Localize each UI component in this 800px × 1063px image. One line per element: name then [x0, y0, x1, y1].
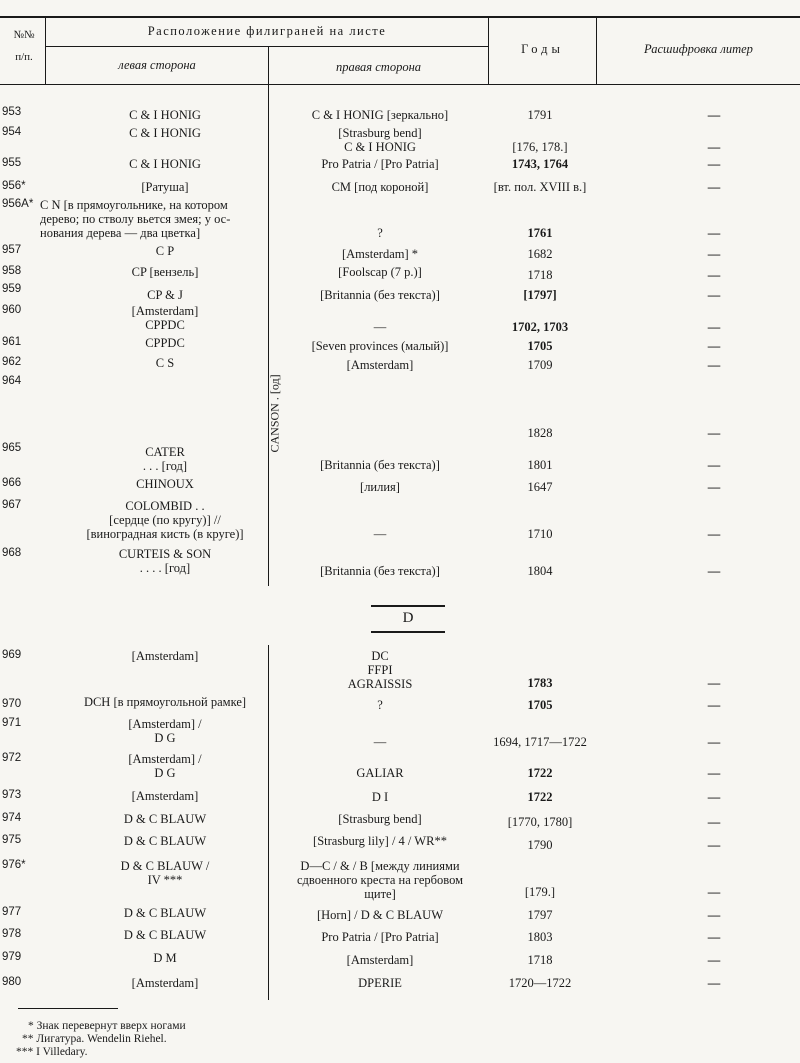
- decoding-dash: —: [707, 908, 721, 922]
- left-side-cell: C & I HONIG: [129, 157, 201, 171]
- footnote-2: ** Лигатура. Wendelin Riehel.: [22, 1033, 167, 1045]
- decoding-dash: —: [707, 676, 721, 690]
- left-side-cell: C S: [155, 356, 175, 370]
- year-cell: [вт. пол. XVIII в.]: [493, 180, 587, 194]
- right-side-cell: [Foolscap (7 р.)]: [338, 265, 422, 279]
- right-side-cell: D I: [371, 790, 389, 804]
- row-number: 973: [2, 789, 22, 801]
- row-number: 968: [2, 547, 22, 559]
- decoding-dash: —: [707, 953, 721, 967]
- left-side-cell: C P: [155, 244, 175, 258]
- num-header: [6, 24, 42, 68]
- right-side-cell: [Seven provinces (малый)]: [311, 339, 449, 353]
- row-number: 956*: [2, 180, 26, 192]
- decoding-dash: —: [707, 247, 721, 261]
- section-d-rule-top: [371, 605, 445, 607]
- right-side-cell: ?: [377, 698, 383, 712]
- row-number: 961: [2, 336, 22, 348]
- decoding-dash: —: [707, 426, 721, 440]
- decoding-dash: —: [707, 790, 721, 804]
- right-side-cell: [Amsterdam] *: [341, 247, 419, 261]
- year-cell: 1710: [527, 527, 553, 541]
- year-cell: 1702, 1703: [511, 320, 569, 334]
- year-cell: 1791: [527, 108, 553, 122]
- left-side-cell: D M: [153, 951, 177, 965]
- year-cell: 1682: [527, 247, 553, 261]
- row-number: 960: [2, 304, 22, 316]
- header-bottom-rule: [0, 84, 800, 85]
- right-side-cell: [Britannia (без текста)]: [320, 564, 440, 578]
- left-side-cell: C N [в прямоугольнике, на котором дерево; по стволу вьется змея; у ос- нования дерева — два цветка]: [40, 198, 231, 240]
- year-cell: 1647: [527, 480, 553, 494]
- row-number: 978: [2, 928, 22, 940]
- row-number: 969: [2, 649, 22, 661]
- right-side-cell: —: [373, 320, 387, 334]
- row-number: 955: [2, 157, 22, 169]
- decoding-dash: —: [707, 226, 721, 240]
- year-cell: 1722: [527, 766, 553, 780]
- right-side-cell: [Strasburg bend] C & I HONIG: [338, 126, 422, 154]
- decoding-dash: —: [707, 268, 721, 282]
- decoding-dash: —: [707, 838, 721, 852]
- decoding-dash: —: [707, 527, 721, 541]
- right-side-cell: —: [373, 527, 387, 541]
- year-cell: 1743, 1764: [511, 157, 569, 171]
- year-cell: 1801: [527, 458, 553, 472]
- footnote-3: *** I Villedary.: [16, 1046, 88, 1058]
- right-side-cell: Pro Patria / [Pro Patria]: [321, 157, 439, 171]
- row-number: 971: [2, 717, 22, 729]
- num-label-2: п/п.: [15, 51, 33, 63]
- row-number: 958: [2, 265, 22, 277]
- decoding-dash: —: [707, 108, 721, 122]
- row-number: 962: [2, 356, 22, 368]
- right-side-cell: DPERIE: [358, 976, 402, 990]
- right-side-cell: D—C / & / B [между линиями сдвоенного креста на гербовом щите]: [297, 859, 463, 901]
- header-mid-rule: [45, 46, 488, 47]
- left-side-cell: D & C BLAUW / IV ***: [120, 859, 210, 887]
- decoding-dash: —: [707, 564, 721, 578]
- row-number: 954: [2, 126, 22, 138]
- year-cell: 1709: [527, 358, 553, 372]
- left-side-cell: [Amsterdam]: [131, 789, 199, 803]
- left-side-cell: [Amsterdam] / D G: [128, 752, 202, 780]
- row-number: 957: [2, 244, 22, 256]
- row-number: 974: [2, 812, 22, 824]
- left-side-cell: CPPDC: [145, 336, 185, 350]
- left-side-cell: CATER . . . [год]: [142, 445, 188, 473]
- decoding-dash: —: [707, 180, 721, 194]
- left-side-cell: D & C BLAUW: [123, 834, 207, 848]
- right-side-cell: DC FFPI AGRAISSIS: [347, 649, 413, 691]
- year-cell: 1694, 1717—1722: [493, 735, 587, 749]
- right-side-cell: C & I HONIG [зеркально]: [311, 108, 449, 122]
- year-cell: [179.]: [524, 885, 556, 899]
- right-side-cell: [Britannia (без текста)]: [320, 288, 440, 302]
- year-cell: 1804: [527, 564, 553, 578]
- year-cell: 1705: [527, 339, 553, 353]
- right-side-cell: CM [под короной]: [331, 180, 429, 194]
- left-side-cell: COLOMBID . . [сердце (по кругу)] // [виноградная кисть (в круге)]: [86, 499, 244, 541]
- left-side-cell: [Amsterdam] CPPDC: [131, 304, 199, 332]
- row-number: 959: [2, 283, 22, 295]
- year-cell: 1722: [527, 790, 553, 804]
- right-side-cell: [Strasburg bend]: [338, 812, 422, 826]
- year-cell: 1790: [527, 838, 553, 852]
- right-side-cell: [Amsterdam]: [346, 953, 414, 967]
- row-number: 966: [2, 477, 22, 489]
- decoding-dash: —: [707, 735, 721, 749]
- row-number: 976*: [2, 859, 26, 871]
- decoding-dash: —: [707, 140, 721, 154]
- decoding-dash: —: [707, 815, 721, 829]
- decoding-dash: —: [707, 458, 721, 472]
- year-cell: [1770, 1780]: [507, 815, 573, 829]
- left-side-cell: CHINOUX: [136, 477, 194, 491]
- year-cell: 1803: [527, 930, 553, 944]
- row-number: 980: [2, 976, 22, 988]
- row-number: 953: [2, 106, 22, 118]
- left-side-cell: CP & J: [147, 288, 183, 302]
- year-cell: 1718: [527, 268, 553, 282]
- left-side-cell: D & C BLAUW: [123, 906, 207, 920]
- right-side-cell: Pro Patria / [Pro Patria]: [321, 930, 439, 944]
- year-cell: 1720—1722: [508, 976, 572, 990]
- left-side-cell: [Amsterdam]: [131, 649, 199, 663]
- left-side-cell: [Amsterdam] / D G: [128, 717, 202, 745]
- year-cell: 1797: [527, 908, 553, 922]
- right-side-cell: —: [373, 735, 387, 749]
- decoding-dash: —: [707, 930, 721, 944]
- decoding-dash: —: [707, 288, 721, 302]
- top-rule: [0, 16, 800, 18]
- left-side-cell: D & C BLAUW: [123, 928, 207, 942]
- right-side-cell: ?: [377, 226, 383, 240]
- left-side-cell: CURTEIS & SON . . . . [год]: [118, 547, 212, 575]
- row-number: 972: [2, 752, 22, 764]
- year-cell: 1761: [527, 226, 553, 240]
- right-side-cell: [лилия]: [360, 480, 400, 494]
- year-cell: 1705: [527, 698, 553, 712]
- right-side-cell: [Amsterdam]: [346, 358, 414, 372]
- section-d-label: D: [402, 610, 414, 626]
- decoding-dash: —: [707, 339, 721, 353]
- decoding-dash: —: [707, 480, 721, 494]
- row-number: 964: [2, 375, 22, 387]
- left-side-cell: C & I HONIG: [129, 126, 201, 140]
- left-side-header: левая сторона: [118, 58, 196, 72]
- row-number: 965: [2, 442, 22, 454]
- left-side-cell: [Amsterdam]: [131, 976, 199, 990]
- left-side-cell: C & I HONIG: [129, 108, 201, 122]
- year-cell: [176, 178.]: [512, 140, 568, 154]
- decoding-dash: —: [707, 320, 721, 334]
- row-number: 956A*: [2, 198, 34, 210]
- right-side-cell: [Strasburg lily] / 4 / WR**: [313, 834, 447, 848]
- placement-header: Расположение филиграней на листе: [147, 24, 387, 38]
- decoding-dash: —: [707, 698, 721, 712]
- row-number: 970: [2, 698, 22, 710]
- row-number: 979: [2, 951, 22, 963]
- decoding-dash: —: [707, 766, 721, 780]
- year-cell: 1718: [527, 953, 553, 967]
- decoding-dash: —: [707, 885, 721, 899]
- right-side-cell: GALIAR: [356, 766, 404, 780]
- footnote-rule: [18, 1008, 118, 1009]
- left-side-cell: CP [вензель]: [131, 265, 199, 279]
- row-number: 967: [2, 499, 22, 511]
- row-number: 977: [2, 906, 22, 918]
- footnote-1: * Знак перевернут вверх ногами: [28, 1020, 186, 1032]
- right-side-cell: [Horn] / D & C BLAUW: [316, 908, 444, 922]
- left-side-cell: D & C BLAUW: [123, 812, 207, 826]
- year-cell: 1828: [527, 426, 553, 440]
- right-side-header: правая сторона: [335, 60, 422, 74]
- year-cell: [1797]: [523, 288, 557, 302]
- decoding-dash: —: [707, 157, 721, 171]
- decoding-header: Расшифровка литер: [644, 42, 753, 56]
- row-number: 975: [2, 834, 22, 846]
- decoding-dash: —: [707, 358, 721, 372]
- right-side-cell: [Britannia (без текста)]: [320, 458, 440, 472]
- years-header: Годы: [521, 42, 564, 56]
- section-d-rule-bottom: [371, 631, 445, 633]
- num-label: №№: [13, 29, 35, 41]
- decoding-dash: —: [707, 976, 721, 990]
- left-side-cell: [Ратуша]: [141, 180, 189, 194]
- left-side-cell: DCH [в прямоугольной рамке]: [83, 695, 247, 709]
- vertical-canson-text: CANSON . [од]: [267, 374, 282, 453]
- year-cell: 1783: [527, 676, 553, 690]
